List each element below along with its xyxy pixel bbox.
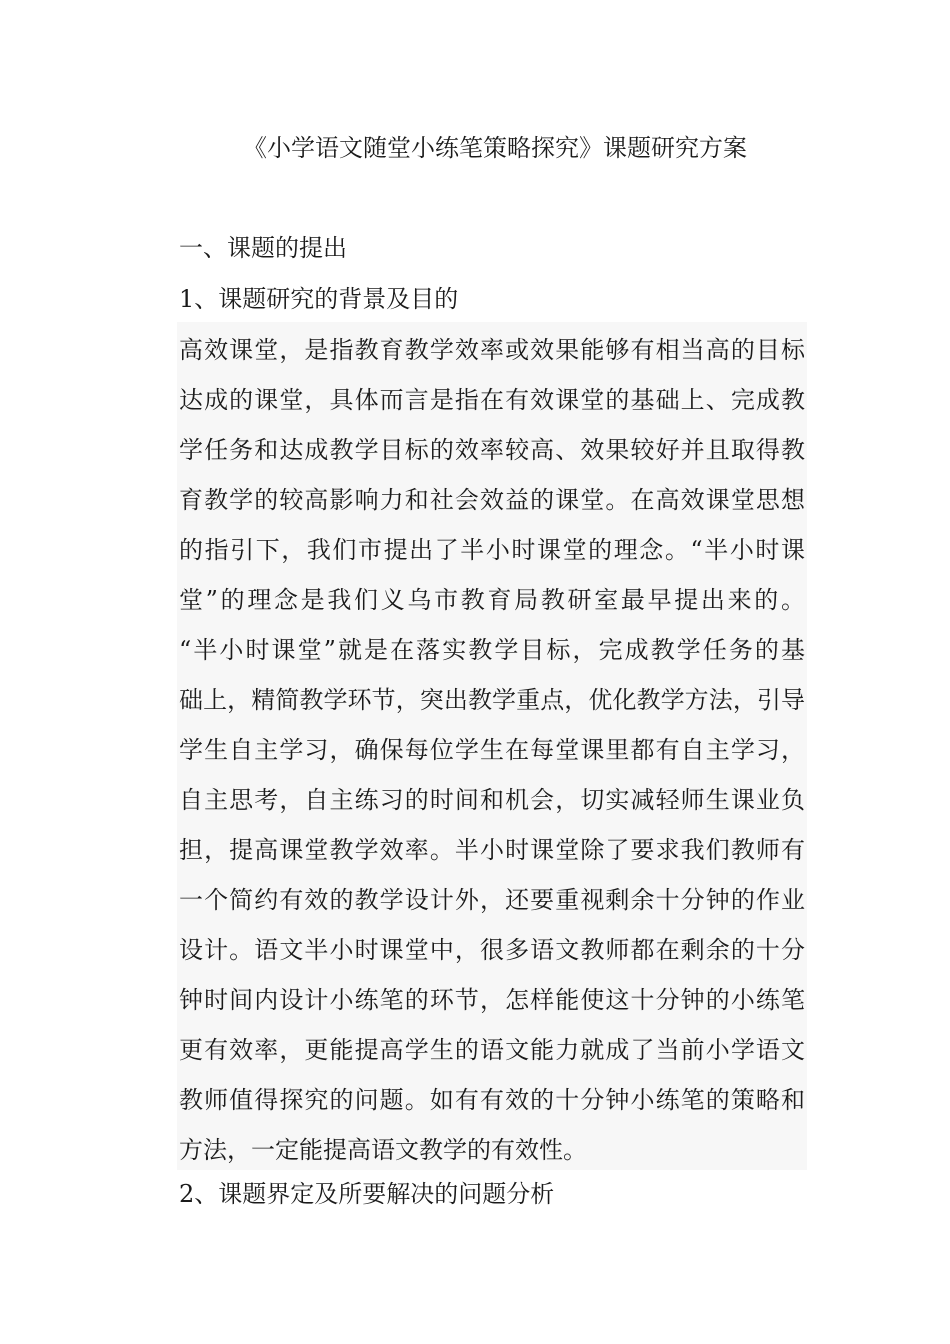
paragraph-line: 础上，精简教学环节，突出教学重点，优化教学方法，引导: [179, 686, 805, 714]
document-title: 《小学语文随堂小练笔策略探究》课题研究方案: [243, 134, 747, 162]
subsection-heading-background: 1、课题研究的背景及目的: [179, 285, 459, 313]
paragraph-line: 一个简约有效的教学设计外，还要重视剩余十分钟的作业: [179, 886, 805, 914]
paragraph-line: 育教学的较高影响力和社会效益的课堂。在高效课堂思想: [179, 486, 805, 514]
paragraph-line: 堂”的理念是我们义乌市教育局教研室最早提出来的。: [179, 586, 805, 614]
paragraph-line: 自主思考，自主练习的时间和机会，切实减轻师生课业负: [179, 786, 805, 814]
paragraph-line: 方法，一定能提高语文教学的有效性。: [179, 1136, 587, 1164]
paragraph-line: 钟时间内设计小练笔的环节，怎样能使这十分钟的小练笔: [179, 986, 805, 1014]
paragraph-line: 达成的课堂，具体而言是指在有效课堂的基础上、完成教: [179, 386, 805, 414]
paragraph-line: “半小时课堂”就是在落实教学目标，完成教学任务的基: [179, 636, 805, 664]
paragraph-line: 的指引下，我们市提出了半小时课堂的理念。“半小时课: [179, 536, 805, 564]
paragraph-line: 担，提高课堂教学效率。半小时课堂除了要求我们教师有: [179, 836, 805, 864]
paragraph-line: 设计。语文半小时课堂中，很多语文教师都在剩余的十分: [179, 936, 805, 964]
subsection-heading-definition: 2、课题界定及所要解决的问题分析: [179, 1180, 555, 1208]
paragraph-line: 高效课堂，是指教育教学效率或效果能够有相当高的目标: [179, 336, 805, 364]
section-heading: 一、课题的提出: [179, 234, 347, 262]
paragraph-line: 学任务和达成教学目标的效率较高、效果较好并且取得教: [179, 436, 805, 464]
paragraph-line: 学生自主学习，确保每位学生在每堂课里都有自主学习，: [179, 736, 805, 764]
paragraph-line: 更有效率，更能提高学生的语文能力就成了当前小学语文: [179, 1036, 805, 1064]
paragraph-line: 教师值得探究的问题。如有有效的十分钟小练笔的策略和: [179, 1086, 805, 1114]
